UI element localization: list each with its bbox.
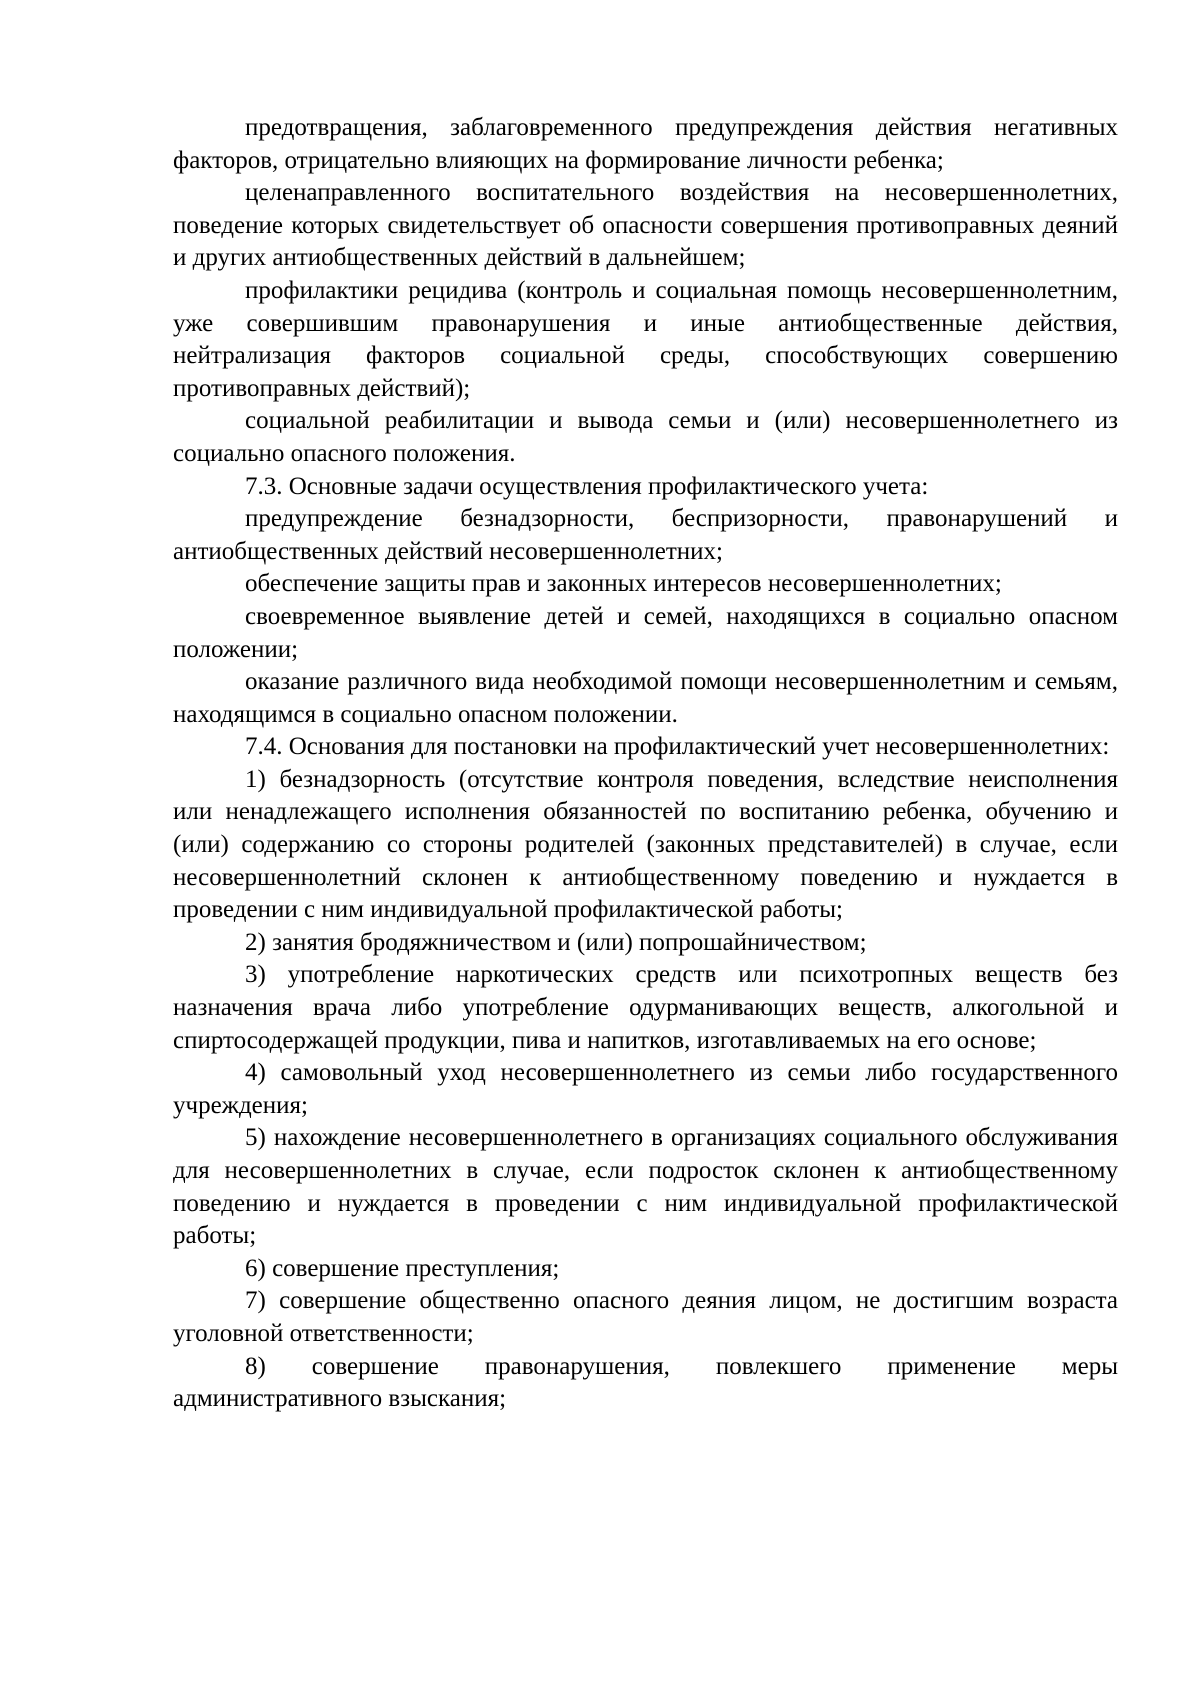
section-heading: 7.3. Основные задачи осуществления профилактического учета: (245, 472, 929, 500)
list-item: 3) употребление наркотических средств или психотропных веществ без назначения врача либо употребление одурманивающих веществ, алкогольной и спиртосодержащей продукции, пива и напитков, изготавливаемых на его основе; (173, 961, 1118, 1054)
paragraph: целенаправленного воспитательного воздействия на несовершеннолетних, поведение которых свидетельствует об опасности совершения противоправных деяний и других антиобщественных действий в дальнейшем; (173, 179, 1118, 272)
paragraph: профилактики рецидива (контроль и социальная помощь несовершеннолетним, уже совершившим правонарушения и иные антиобщественные действия, нейтрализация факторов социальной среды, способствующих совершению противоправных действий); (173, 276, 1118, 402)
paragraph: предотвращения, заблаговременного предупреждения действия негативных факторов, отрицательно влияющих на формирование личности ребенка; (173, 114, 1118, 174)
paragraph: предупреждение безнадзорности, беспризорности, правонарушений и антиобщественных действий несовершеннолетних; (173, 505, 1118, 565)
document-page (173, 112, 1118, 1416)
list-item: 4) самовольный уход несовершеннолетнего из семьи либо государственного учреждения; (173, 1059, 1118, 1119)
list-item: 1) безнадзорность (отсутствие контроля поведения, вследствие неисполнения или ненадлежащего исполнения обязанностей по воспитанию ребенка, обучению и (или) содержанию со стороны родителей (законных представителей) в случае, если несовершеннолетний склонен к антиобщественному поведению и нуждается в проведении с ним индивидуальной профилактической работы; (173, 765, 1118, 924)
list-item: 2) занятия бродяжничеством и (или) попрошайничеством; (245, 928, 867, 956)
list-item: 7) совершение общественно опасного деяния лицом, не достигшим возраста уголовной ответственности; (173, 1287, 1118, 1347)
paragraph: своевременное выявление детей и семей, находящихся в социально опасном положении; (173, 602, 1118, 663)
list-item: 6) совершение преступления; (245, 1254, 560, 1282)
paragraph: социальной реабилитации и вывода семьи и (или) несовершеннолетнего из социально опасного положения. (173, 407, 1118, 467)
paragraph: оказание различного вида необходимой помощи несовершеннолетним и семьям, находящимся в социально опасном положении. (173, 668, 1118, 728)
list-item: 8) совершение правонарушения, повлекшего применение меры административного взыскания; (173, 1352, 1118, 1413)
list-item: 5) нахождение несовершеннолетнего в организациях социального обслуживания для несовершеннолетних в случае, если подросток склонен к антиобщественному поведению и нуждается в проведении с ним индивидуальной профилактической работы; (173, 1124, 1118, 1250)
section-heading: 7.4. Основания для постановки на профилактический учет несовершеннолетних: (245, 733, 1110, 761)
paragraph: обеспечение защиты прав и законных интересов несовершеннолетних; (245, 570, 1002, 598)
